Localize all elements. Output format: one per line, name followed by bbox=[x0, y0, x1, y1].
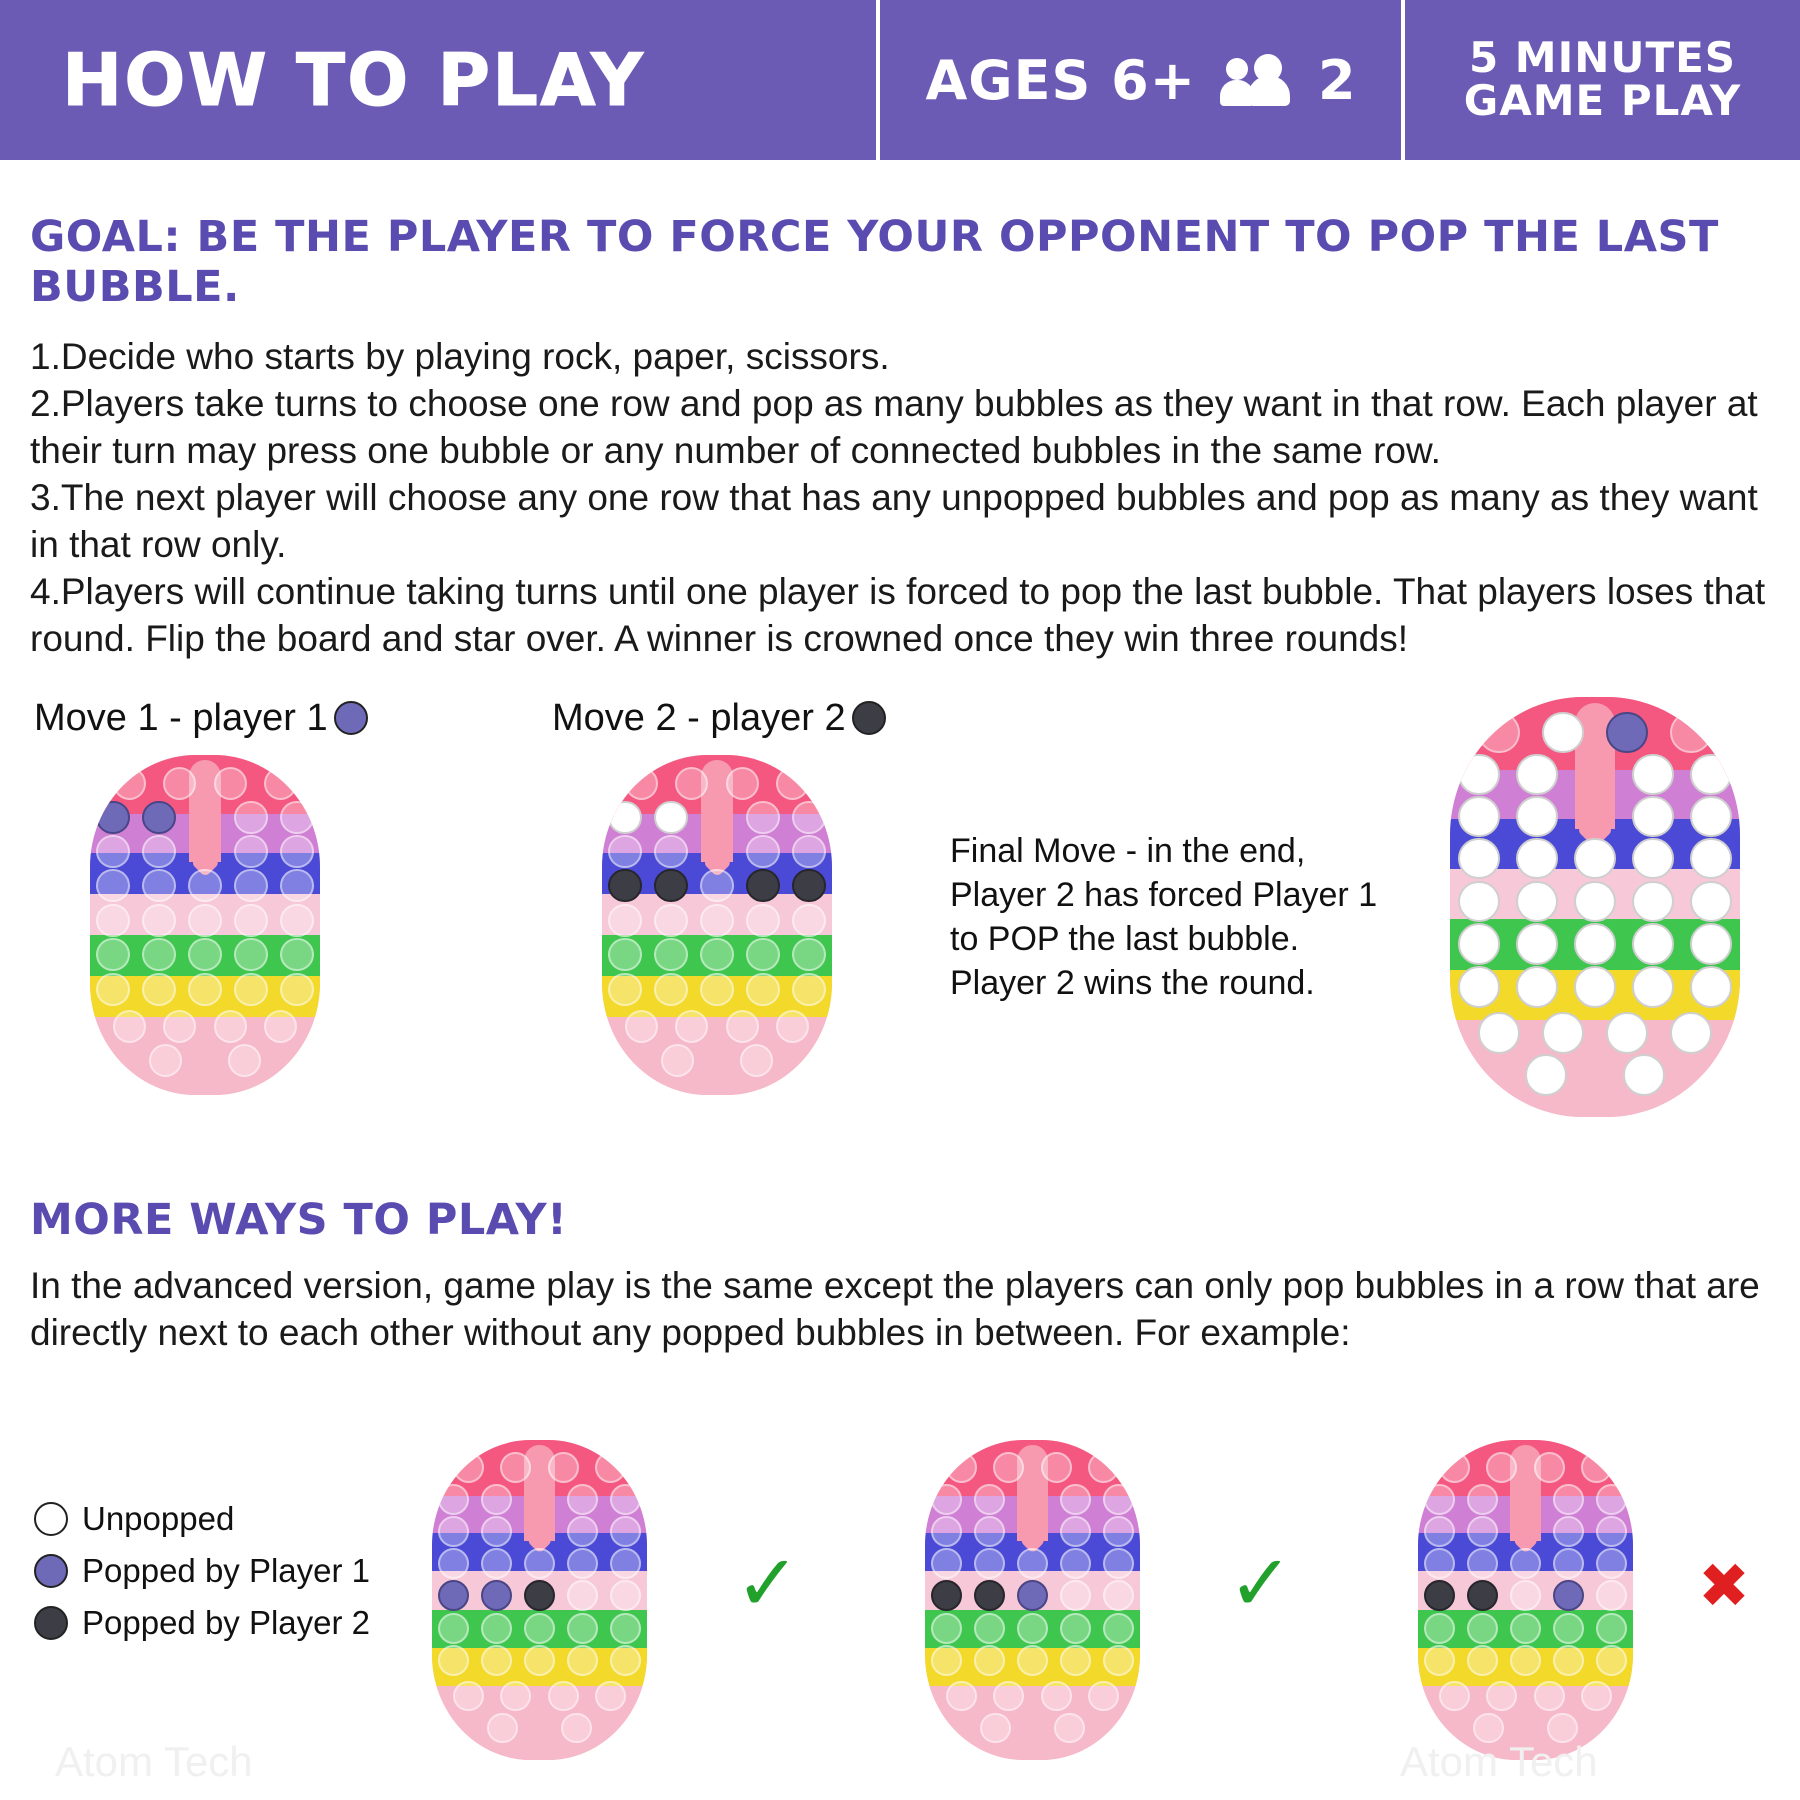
bubble[interactable] bbox=[974, 1645, 1005, 1676]
bubble[interactable] bbox=[595, 1452, 626, 1483]
bubble[interactable] bbox=[1088, 1452, 1119, 1483]
bubble[interactable] bbox=[481, 1516, 512, 1547]
player2-dot-icon bbox=[852, 701, 886, 735]
bubble[interactable] bbox=[1439, 1681, 1470, 1712]
cross-icon: ✖ bbox=[1698, 1549, 1750, 1622]
final-move-text bbox=[950, 829, 1377, 1006]
bubble[interactable] bbox=[280, 869, 313, 902]
bubble[interactable] bbox=[280, 835, 313, 868]
bubble[interactable] bbox=[1060, 1484, 1091, 1515]
bubble[interactable] bbox=[1516, 923, 1558, 965]
bubble[interactable] bbox=[1458, 923, 1500, 965]
bubble[interactable] bbox=[1467, 1613, 1498, 1644]
bubble[interactable] bbox=[1596, 1548, 1627, 1579]
legend-row-player1 bbox=[34, 1552, 370, 1590]
bubble[interactable] bbox=[740, 1044, 773, 1077]
bubble[interactable] bbox=[1424, 1548, 1455, 1579]
bubble[interactable] bbox=[188, 938, 221, 971]
bubble[interactable] bbox=[608, 835, 641, 868]
bubble[interactable] bbox=[1690, 923, 1732, 965]
legend-label-player2: Popped by Player 2 bbox=[82, 1604, 371, 1641]
bubble[interactable] bbox=[1581, 1452, 1612, 1483]
bubble[interactable] bbox=[561, 1713, 592, 1744]
popit-board-move1[interactable] bbox=[90, 755, 320, 1095]
bubble[interactable] bbox=[1525, 1054, 1567, 1096]
bubble[interactable] bbox=[746, 973, 779, 1006]
bubble[interactable] bbox=[1458, 966, 1500, 1008]
bubble[interactable] bbox=[608, 973, 641, 1006]
bubble[interactable] bbox=[188, 973, 221, 1006]
bubble[interactable] bbox=[96, 973, 129, 1006]
bubble[interactable] bbox=[1017, 1613, 1048, 1644]
bubble[interactable] bbox=[481, 1484, 512, 1515]
bubble[interactable] bbox=[792, 904, 825, 937]
bubble[interactable] bbox=[931, 1645, 962, 1676]
bubble[interactable] bbox=[96, 904, 129, 937]
bubble[interactable] bbox=[1424, 1613, 1455, 1644]
bubble[interactable] bbox=[500, 1452, 531, 1483]
bubble[interactable] bbox=[700, 973, 733, 1006]
header-time-cell bbox=[1405, 0, 1800, 160]
bubble[interactable] bbox=[1467, 1516, 1498, 1547]
bubble[interactable] bbox=[610, 1645, 641, 1676]
bubble[interactable] bbox=[234, 801, 267, 834]
bubble[interactable] bbox=[280, 904, 313, 937]
check-icon-1: ✓ bbox=[735, 1539, 801, 1629]
bubble[interactable] bbox=[142, 904, 175, 937]
bubble[interactable] bbox=[234, 835, 267, 868]
popit-board-example-valid-2[interactable] bbox=[925, 1440, 1140, 1760]
bubble[interactable] bbox=[1424, 1484, 1455, 1515]
bubble[interactable] bbox=[1553, 1613, 1584, 1644]
bubble[interactable] bbox=[96, 869, 129, 902]
final-line-1: Final Move - in the end, bbox=[950, 831, 1306, 870]
bubble[interactable] bbox=[610, 1516, 641, 1547]
bubble[interactable] bbox=[1424, 1645, 1455, 1676]
bubble[interactable] bbox=[481, 1645, 512, 1676]
board-shell bbox=[432, 1440, 647, 1760]
legend-row-unpopped bbox=[34, 1500, 370, 1538]
bubble[interactable] bbox=[567, 1645, 598, 1676]
bubble[interactable] bbox=[654, 869, 687, 902]
bubble[interactable] bbox=[1690, 881, 1732, 923]
bubble[interactable] bbox=[974, 1484, 1005, 1515]
bubble[interactable] bbox=[974, 1548, 1005, 1579]
bubble[interactable] bbox=[1103, 1613, 1134, 1644]
bubble[interactable] bbox=[234, 869, 267, 902]
step-2: 2.Players take turns to choose one row and pop as many bubbles as they want in that row. Each player at their turn may press one bubble or any number of connected bubbles in the same row. bbox=[30, 382, 1758, 471]
bubble[interactable] bbox=[113, 1010, 146, 1043]
bubble[interactable] bbox=[228, 1044, 261, 1077]
final-line-2: Player 2 has forced Player 1 bbox=[950, 876, 1378, 915]
players-count: 2 bbox=[1317, 48, 1356, 112]
step-1: 1.Decide who starts by playing rock, paper, scissors. bbox=[30, 336, 890, 377]
final-line-3: to POP the last bubble. bbox=[950, 920, 1300, 959]
bubble[interactable] bbox=[96, 801, 129, 834]
bubble[interactable] bbox=[1632, 966, 1674, 1008]
bubble[interactable] bbox=[1690, 838, 1732, 880]
bubble[interactable] bbox=[438, 1548, 469, 1579]
bubble[interactable] bbox=[438, 1516, 469, 1547]
move1-label-group bbox=[34, 697, 368, 740]
bubble[interactable] bbox=[700, 904, 733, 937]
popit-board-move2[interactable] bbox=[602, 755, 832, 1095]
bubble[interactable] bbox=[654, 835, 687, 868]
player1-dot-icon bbox=[334, 701, 368, 735]
bubble[interactable] bbox=[1596, 1613, 1627, 1644]
bubble[interactable] bbox=[438, 1484, 469, 1515]
popit-board-example-valid-1[interactable] bbox=[432, 1440, 647, 1760]
bubble[interactable] bbox=[993, 1452, 1024, 1483]
bubble[interactable] bbox=[1542, 1012, 1584, 1054]
popit-board-final[interactable] bbox=[1450, 697, 1740, 1117]
bubble[interactable] bbox=[974, 1516, 1005, 1547]
bubble[interactable] bbox=[1574, 923, 1616, 965]
bubble[interactable] bbox=[1060, 1645, 1091, 1676]
bubble[interactable] bbox=[1458, 881, 1500, 923]
bubble[interactable] bbox=[280, 973, 313, 1006]
examples-section bbox=[30, 697, 1770, 1167]
bubble[interactable] bbox=[1632, 754, 1674, 796]
bubble[interactable] bbox=[1103, 1645, 1134, 1676]
bubble[interactable] bbox=[1670, 712, 1712, 754]
bubble[interactable] bbox=[1478, 1012, 1520, 1054]
bubble[interactable] bbox=[113, 767, 146, 800]
bubble[interactable] bbox=[1542, 712, 1584, 754]
step-4: 4.Players will continue taking turns until one player is forced to pop the last bubble. That players loses that round. Flip the board and star over. A winner is crowned once they win three rounds! bbox=[30, 570, 1766, 659]
bubble[interactable] bbox=[280, 801, 313, 834]
bubble[interactable] bbox=[1486, 1452, 1517, 1483]
move1-label: Move 1 - player 1 bbox=[34, 696, 328, 739]
bubble[interactable] bbox=[142, 869, 175, 902]
header-ages-cell bbox=[880, 0, 1405, 160]
bubble[interactable] bbox=[1632, 838, 1674, 880]
bubble[interactable] bbox=[1596, 1516, 1627, 1547]
board-shell bbox=[602, 755, 832, 1095]
bubble[interactable] bbox=[453, 1681, 484, 1712]
more-ways-heading: MORE WAYS TO PLAY! bbox=[30, 1194, 568, 1245]
bubble[interactable] bbox=[1553, 1516, 1584, 1547]
bubble[interactable] bbox=[1424, 1516, 1455, 1547]
bubble[interactable] bbox=[1458, 838, 1500, 880]
watermark-left: Atom Tech bbox=[55, 1738, 253, 1785]
bubble[interactable] bbox=[234, 904, 267, 937]
bubble[interactable] bbox=[1596, 1645, 1627, 1676]
bubble[interactable] bbox=[1060, 1548, 1091, 1579]
bubble[interactable] bbox=[1534, 1452, 1565, 1483]
bubble[interactable] bbox=[608, 938, 641, 971]
board-shell bbox=[925, 1440, 1140, 1760]
bubble[interactable] bbox=[1458, 754, 1500, 796]
bubble[interactable] bbox=[524, 1548, 555, 1579]
bubble[interactable] bbox=[1516, 838, 1558, 880]
bubble[interactable] bbox=[746, 938, 779, 971]
gameplay-time-line1: 5 MINUTES bbox=[1468, 33, 1737, 83]
bubble[interactable] bbox=[1510, 1645, 1541, 1676]
bubble[interactable] bbox=[931, 1548, 962, 1579]
bubble[interactable] bbox=[746, 904, 779, 937]
bubble[interactable] bbox=[96, 835, 129, 868]
bubble[interactable] bbox=[188, 904, 221, 937]
bubble[interactable] bbox=[625, 1010, 658, 1043]
bubble[interactable] bbox=[481, 1613, 512, 1644]
bubble[interactable] bbox=[610, 1548, 641, 1579]
bubble[interactable] bbox=[726, 767, 759, 800]
people-icon bbox=[1220, 54, 1294, 106]
bubble[interactable] bbox=[567, 1516, 598, 1547]
bubble[interactable] bbox=[1516, 796, 1558, 838]
bubble[interactable] bbox=[188, 869, 221, 902]
bubble[interactable] bbox=[792, 869, 825, 902]
bubble[interactable] bbox=[1574, 881, 1616, 923]
gameplay-time-line2: GAME PLAY bbox=[1463, 76, 1742, 125]
bubble[interactable] bbox=[438, 1645, 469, 1676]
bubble[interactable] bbox=[1439, 1452, 1470, 1483]
bubble[interactable] bbox=[1690, 966, 1732, 1008]
bubble[interactable] bbox=[1632, 923, 1674, 965]
bubble[interactable] bbox=[142, 835, 175, 868]
bubble[interactable] bbox=[792, 801, 825, 834]
ages-label: AGES 6+ bbox=[925, 48, 1196, 112]
bubble[interactable] bbox=[548, 1681, 579, 1712]
bubble[interactable] bbox=[1516, 966, 1558, 1008]
bubble[interactable] bbox=[1690, 754, 1732, 796]
bubble[interactable] bbox=[654, 938, 687, 971]
bubble[interactable] bbox=[567, 1548, 598, 1579]
page-title: HOW TO PLAY bbox=[62, 38, 645, 122]
bubble[interactable] bbox=[1103, 1516, 1134, 1547]
bubble[interactable] bbox=[1632, 796, 1674, 838]
bubble[interactable] bbox=[608, 801, 641, 834]
bubble[interactable] bbox=[1516, 754, 1558, 796]
legend bbox=[34, 1500, 370, 1656]
bubble[interactable] bbox=[280, 938, 313, 971]
bubble[interactable] bbox=[1060, 1516, 1091, 1547]
steps-list bbox=[30, 334, 1770, 663]
board-shell bbox=[90, 755, 320, 1095]
bubble[interactable] bbox=[1623, 1054, 1665, 1096]
bubble[interactable] bbox=[1041, 1681, 1072, 1712]
bubble[interactable] bbox=[700, 869, 733, 902]
bubble[interactable] bbox=[1041, 1452, 1072, 1483]
bubble[interactable] bbox=[1054, 1713, 1085, 1744]
bubble[interactable] bbox=[974, 1613, 1005, 1644]
bubble[interactable] bbox=[931, 1484, 962, 1515]
bubble[interactable] bbox=[1088, 1681, 1119, 1712]
bubble[interactable] bbox=[1596, 1484, 1627, 1515]
bubble[interactable] bbox=[96, 938, 129, 971]
bubble[interactable] bbox=[567, 1484, 598, 1515]
bubble[interactable] bbox=[234, 938, 267, 971]
bubble[interactable] bbox=[548, 1452, 579, 1483]
bubble[interactable] bbox=[746, 869, 779, 902]
bubble[interactable] bbox=[1690, 796, 1732, 838]
bubble[interactable] bbox=[700, 938, 733, 971]
legend-row-player2 bbox=[34, 1604, 370, 1642]
bubble[interactable] bbox=[1553, 1484, 1584, 1515]
bubble[interactable] bbox=[931, 1516, 962, 1547]
bubble[interactable] bbox=[1510, 1548, 1541, 1579]
bubble[interactable] bbox=[234, 973, 267, 1006]
bubble[interactable] bbox=[1534, 1681, 1565, 1712]
bubble[interactable] bbox=[946, 1681, 977, 1712]
content-area bbox=[0, 212, 1800, 1357]
board-shell bbox=[1450, 697, 1740, 1117]
bubble[interactable] bbox=[610, 1613, 641, 1644]
bubble[interactable] bbox=[142, 938, 175, 971]
legend-label-unpopped: Unpopped bbox=[82, 1500, 235, 1537]
unpopped-dot-icon bbox=[34, 1502, 68, 1536]
bubble[interactable] bbox=[1553, 1645, 1584, 1676]
bubble[interactable] bbox=[608, 904, 641, 937]
bubble[interactable] bbox=[438, 1613, 469, 1644]
bubble[interactable] bbox=[1103, 1548, 1134, 1579]
bubble[interactable] bbox=[214, 767, 247, 800]
bubble[interactable] bbox=[746, 835, 779, 868]
board-shell bbox=[1418, 1440, 1633, 1760]
bubble[interactable] bbox=[1017, 1548, 1048, 1579]
bubble[interactable] bbox=[1606, 1012, 1648, 1054]
bubble[interactable] bbox=[654, 801, 687, 834]
move2-label: Move 2 - player 2 bbox=[552, 696, 846, 739]
bubble[interactable] bbox=[1516, 881, 1558, 923]
goal-heading: GOAL: BE THE PLAYER TO FORCE YOUR OPPONENT TO POP THE LAST BUBBLE. bbox=[30, 212, 1719, 312]
bubble[interactable] bbox=[481, 1548, 512, 1579]
bubble[interactable] bbox=[1553, 1548, 1584, 1579]
watermark-right: Atom Tech bbox=[1400, 1738, 1598, 1785]
bubble[interactable] bbox=[792, 973, 825, 1006]
bubble[interactable] bbox=[1574, 838, 1616, 880]
bubble[interactable] bbox=[1467, 1645, 1498, 1676]
bubble[interactable] bbox=[931, 1613, 962, 1644]
bubble[interactable] bbox=[1632, 881, 1674, 923]
header-bar bbox=[0, 0, 1800, 160]
player1-dot-icon bbox=[34, 1554, 68, 1588]
bubble[interactable] bbox=[1670, 1012, 1712, 1054]
bubble[interactable] bbox=[142, 801, 175, 834]
bubble[interactable] bbox=[1060, 1613, 1091, 1644]
popit-board-example-invalid[interactable] bbox=[1418, 1440, 1633, 1760]
bubble[interactable] bbox=[746, 801, 779, 834]
bubble[interactable] bbox=[1510, 1613, 1541, 1644]
bubble[interactable] bbox=[453, 1452, 484, 1483]
final-line-4: Player 2 wins the round. bbox=[950, 964, 1315, 1003]
bubble[interactable] bbox=[610, 1484, 641, 1515]
bubble[interactable] bbox=[946, 1452, 977, 1483]
bubble[interactable] bbox=[1467, 1548, 1498, 1579]
step-3: 3.The next player will choose any one row that has any unpopped bubbles and pop as many as they want in that row only. bbox=[30, 476, 1758, 565]
move2-label-group bbox=[552, 697, 886, 740]
bubble[interactable] bbox=[567, 1613, 598, 1644]
bubble[interactable] bbox=[1574, 966, 1616, 1008]
bubble[interactable] bbox=[792, 835, 825, 868]
bubble[interactable] bbox=[595, 1681, 626, 1712]
more-ways-text: In the advanced version, game play is the same except the players can only pop bubbles in a row that are directly next to each other without any popped bubbles in between. For example: bbox=[30, 1264, 1760, 1353]
header-title-cell bbox=[0, 0, 880, 160]
check-icon-2: ✓ bbox=[1228, 1539, 1294, 1629]
bubble[interactable] bbox=[625, 767, 658, 800]
bubble[interactable] bbox=[1458, 796, 1500, 838]
bubble[interactable] bbox=[1017, 1645, 1048, 1676]
bubble[interactable] bbox=[654, 904, 687, 937]
bubble[interactable] bbox=[1581, 1681, 1612, 1712]
bubble[interactable] bbox=[524, 1645, 555, 1676]
player2-dot-icon bbox=[34, 1606, 68, 1640]
bubble[interactable] bbox=[142, 973, 175, 1006]
bubble[interactable] bbox=[524, 1613, 555, 1644]
bubble[interactable] bbox=[792, 938, 825, 971]
bubble[interactable] bbox=[1103, 1484, 1134, 1515]
bubble[interactable] bbox=[608, 869, 641, 902]
bubble[interactable] bbox=[1467, 1484, 1498, 1515]
bubble[interactable] bbox=[1606, 712, 1648, 754]
legend-label-player1: Popped by Player 1 bbox=[82, 1552, 371, 1589]
bubble[interactable] bbox=[654, 973, 687, 1006]
